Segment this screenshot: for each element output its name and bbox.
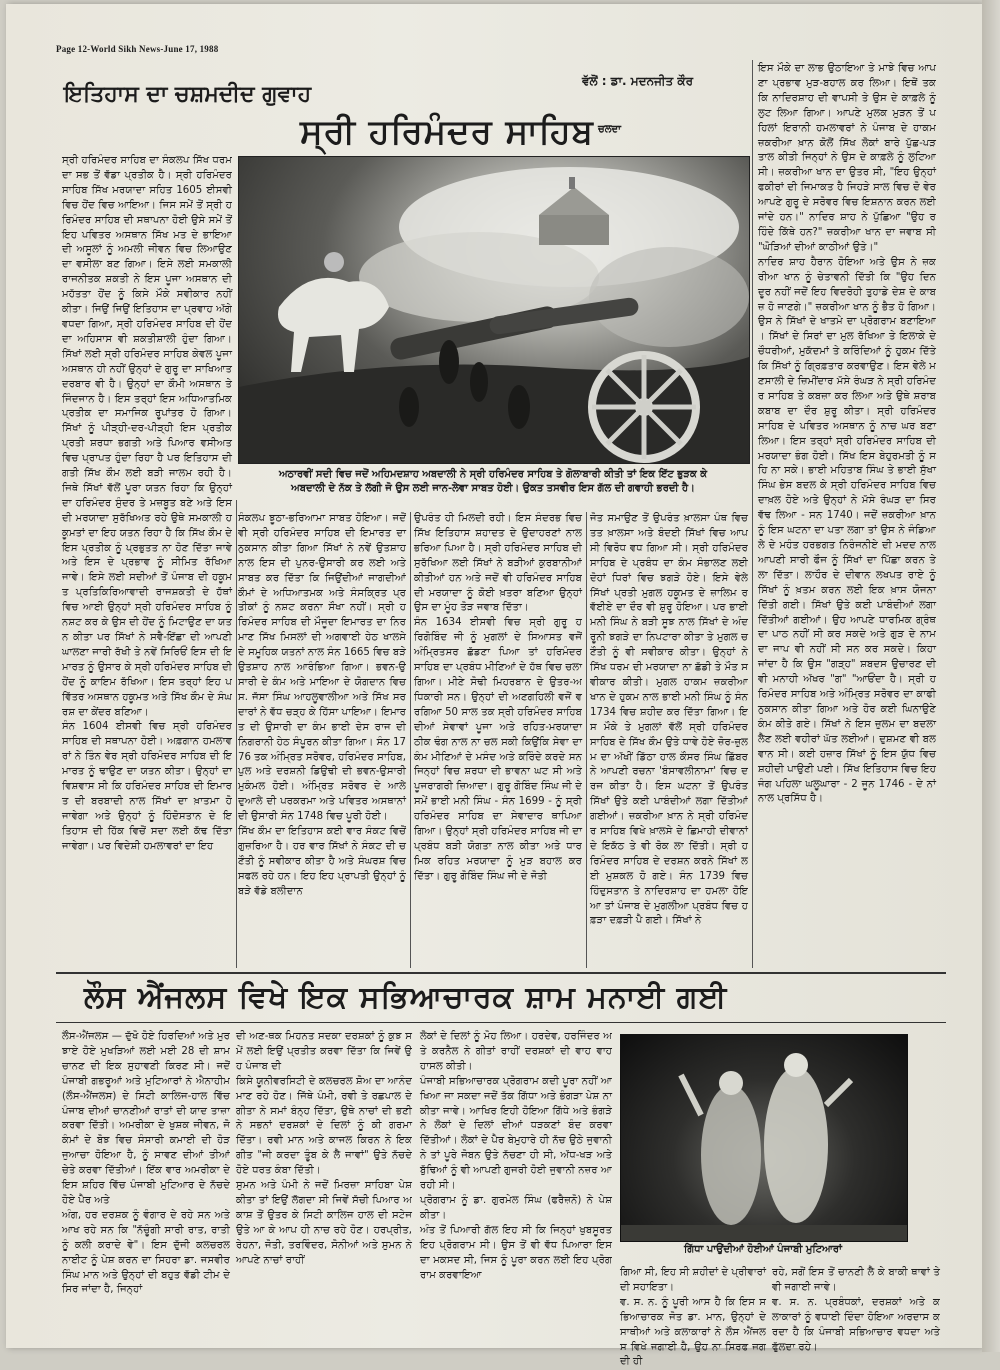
- section-divider: [56, 1022, 946, 1023]
- article-kicker: ਇਤਿਹਾਸ ਦਾ ਚਸ਼ਮਦੀਦ ਗੁਵਾਹ: [64, 82, 312, 107]
- column-rule: [752, 60, 753, 968]
- article1-column-3: ਉਪਰੰਤ ਹੀ ਮਿਲਦੀ ਰਹੀ। ਇਸ ਸੰਦਰਭ ਵਿਚ ਸਿੱਖ ਇਤਿਹਾਸ ਸ਼ਹਾਦਤ ਦੇ ਉਦਾਹਰਣਾਂ ਨਾਲ ਭਰਿਆ ਪਿਆ ਹੈ। ਸ੍ਰੀ ਹਰਿਮੰਦਰ ਸਾਹਿਬ ਦੀ ਸੁਰੱਖਿਆ ਲਈ ਸਿੱਖਾਂ ਨੇ ਬੜੀਆਂ ਕੁਰਬਾਨੀਆਂ ਕੀਤੀਆਂ ਹਨ ਅਤੇ ਜਦੋਂ ਵੀ ਹਰਿਮੰਦਰ ਸਾਹਿਬ ਦੀ ਮਰਯਾਦਾ ਨੂੰ ਕੋਈ ਖ਼ਤਰਾ ਬਣਿਆ ਉਨ੍ਹਾਂ ਉਸ ਦਾ ਮੂੰਹ ਤੋੜ ਜਵਾਬ ਦਿੱਤਾ। ਸੰਨ 1634 ਈਸਵੀ ਵਿਚ ਸ੍ਰੀ ਗੁਰੂ ਹਰਿਗੋਬਿੰਦ ਜੀ ਨੂੰ ਮੁਗਲਾਂ ਦੇ ਸਿਆਸਤ ਵਜੋਂ ਅੰਮ੍ਰਿਤਸਰ ਛੱਡਣਾ ਪਿਆ ਤਾਂ ਹਰਿਮੰਦਰ ਸਾਹਿਬ ਦਾ ਪ੍ਰਬੰਧ ਮੀਣਿਆਂ ਦੇ ਹੱਥ ਵਿਚ ਚਲਾ ਗਿਆ। ਮੀਣੇ ਸੋਢੀ ਮਿਹਰਬਾਨ ਦੇ ਉਤਰ-ਅਧਿਕਾਰੀ ਸਨ। ਉਨ੍ਹਾਂ ਦੀ ਅਣਗਹਿਲੀ ਵਜੋਂ ਵਰਗਿਆ 50 ਸਾਲ ਤਕ ਸ੍ਰੀ ਹਰਿਮੰਦਰ ਸਾਹਿਬ ਦੀਆਂ ਸੇਵਾਵਾਂ ਪੂਜਾ ਅਤੇ ਰਹਿਤ-ਮਰਯਾਦਾ ਠੀਕ ਢੰਗ ਨਾਲ ਨਾ ਚਲ ਸਕੀ ਕਿਉਂਕਿ ਸੇਵਾ ਦਾ ਕੰਮ ਮੀਣਿਆਂ ਦੇ ਮਸੰਦ ਅਤੇ ਕਰਿੰਦੇ ਕਰਦੇ ਸਨ ਜਿਨ੍ਹਾਂ ਵਿਚ ਸ਼ਰਧਾ ਦੀ ਭਾਵਨਾ ਘਟ ਸੀ ਅਤੇ ਪੂਜਰਾਗਰੀ ਜ਼ਿਆਦਾ। ਗੁਰੂ ਗੋਬਿੰਦ ਸਿੰਘ ਜੀ ਦੇ ਸਮੇਂ ਭਾਈ ਮਨੀ ਸਿੰਘ - ਸੰਨ 1699 - ਨੂੰ ਸ੍ਰੀ ਹਰਿਮੰਦਰ ਸਾਹਿਬ ਦਾ ਸੇਵਾਦਾਰ ਥਾਪਿਆ ਗਿਆ। ਉਨ੍ਹਾਂ ਸ੍ਰੀ ਹਰਿਮੰਦਰ ਸਾਹਿਬ ਜੀ ਦਾ ਪ੍ਰਬੰਧ ਬੜੀ ਯੋਗਤਾ ਨਾਲ ਕੀਤਾ ਅਤੇ ਧਾਰਮਿਕ ਰਹਿਤ ਮਰਯਾਦਾ ਨੂੰ ਮੁੜ ਬਹਾਲ ਕਰ ਦਿੱਤਾ। ਗੁਰੂ ਗੋਬਿੰਦ ਸਿੰਘ ਜੀ ਦੇ ਜੋਤੀ: [414, 513, 582, 882]
- article1-column-2: ਸੰਕਲਪ ਝੂਠਾ-ਭਰਿਆਮਾ ਸਾਬਤ ਹੋਇਆ। ਜਦੋਂ ਵੀ ਸ੍ਰੀ ਹਰਿਮੰਦਰ ਸਾਹਿਬ ਦੀ ਇਮਾਰਤ ਦਾ ਨੁਕਸਾਨ ਕੀਤਾ ਗਿਆ ਸਿੱਖਾਂ ਨੇ ਨਵੇਂ ਉਤਸ਼ਾਹ ਨਾਲ ਇਸ ਦੀ ਪੁਨਰ-ਉਸਾਰੀ ਕਰ ਲਈ ਅਤੇ ਸਾਬਤ ਕਰ ਦਿੱਤਾ ਕਿ ਜਿਉਂਦੀਆਂ ਜਾਗਦੀਆਂ ਕੌਮਾਂ ਦੇ ਅਧਿਆਤਮਕ ਅਤੇ ਸੰਸਕ੍ਰਿਤ ਪ੍ਰਤੀਕਾਂ ਨੂੰ ਨਸ਼ਟ ਕਰਨਾ ਸੌਖਾ ਨਹੀਂ। ਸ੍ਰੀ ਹਰਿਮੰਦਰ ਸਾਹਿਬ ਦੀ ਮੌਜੂਦਾ ਇਮਾਰਤ ਦਾ ਨਿਰਮਾਣ ਸਿੱਖ ਮਿਸਲਾਂ ਦੀ ਅਗਵਾਈ ਹੇਠ ਖਾਲਸੇ ਦੇ ਸਮੂਹਿਕ ਯਤਨਾਂ ਨਾਲ ਸੰਨ 1665 ਵਿਚ ਬੜੇ ਉਤਸ਼ਾਹ ਨਾਲ ਆਰੰਭਿਆ ਗਿਆ। ਭਵਨ-ਉਸਾਰੀ ਦੇ ਕੰਮ ਅਤੇ ਮਾਇਆ ਦੇ ਯੋਗਦਾਨ ਵਿਚ ਸ. ਜੱਸਾ ਸਿੰਘ ਆਹਲੂਵਾਲੀਆ ਅਤੇ ਸਿੱਖ ਸਰਦਾਰਾਂ ਨੇ ਵੱਧ ਚੜ੍ਹ ਕੇ ਹਿੱਸਾ ਪਾਇਆ। ਇਮਾਰਤ ਦੀ ਉਸਾਰੀ ਦਾ ਕੰਮ ਭਾਈ ਦੇਸ ਰਾਜ ਦੀ ਨਿਗਰਾਨੀ ਹੇਠ ਸੰਪੂਰਨ ਕੀਤਾ ਗਿਆ। ਸੰਨ 1776 ਤਕ ਅੰਮ੍ਰਿਤ ਸਰੋਵਰ, ਹਰਿਮੰਦਰ ਸਾਹਿਬ, ਪੁਲ ਅਤੇ ਦਰਸ਼ਨੀ ਡਿਉਢੀ ਦੀ ਭਵਨ-ਉਸਾਰੀ ਮੁਕੰਮਲ ਹੋਈ। ਅੰਮ੍ਰਿਤ ਸਰੋਵਰ ਦੇ ਆਲੇ ਦੁਆਲੇ ਦੀ ਪਰਕਰਮਾ ਅਤੇ ਪਵਿਤਰ ਅਸਥਾਨਾਂ ਦੀ ਉਸਾਰੀ ਸੰਨ 1748 ਵਿਚ ਪੂਰੀ ਹੋਈ। ਸਿੱਖ ਕੌਮ ਦਾ ਇਤਿਹਾਸ ਕਈ ਵਾਰ ਸੰਕਟ ਵਿਚੋਂ ਗੁਜ਼ਰਿਆ ਹੈ। ਹਰ ਵਾਰ ਸਿੱਖਾਂ ਨੇ ਸੰਕਟ ਦੀ ਚਣੌਤੀ ਨੂੰ ਸਵੀਕਾਰ ਕੀਤਾ ਹੈ ਅਤੇ ਸੰਘਰਸ਼ ਵਿਚ ਸਫਲ ਰਹੇ ਹਨ। ਇਹ ਇਹ ਪ੍ਰਾਪਤੀ ਉਨ੍ਹਾਂ ਨੂੰ ਬੜੇ ਵੱਡੇ ਬਲੀਦਾਨ: [238, 513, 406, 897]
- article2-column-4: ਗਿਆ ਸੀ, ਇਹ ਸੀ ਸ਼ਹੀਦਾਂ ਦੇ ਪ੍ਰੀਵਾਰਾਂ ਦੀ ਸਹਾਇਤਾ। ਵ. ਸ. ਨ. ਨੂੰ ਪੂਰੀ ਆਸ ਹੈ ਕਿ ਇਸ ਸਭਿਆਚਾਰਕ ਜੋਤ ਡਾ. ਮਾਨ, ਉਨ੍ਹਾਂ ਦੇ ਸਾਥੀਆਂ ਅਤੇ ਕਲਾਕਾਰਾਂ ਨੇ ਲੌਸ ਐਂਜਲਸ ਵਿਖੇ ਜਗਾਈ ਹੈ, ਉਹ ਨਾ ਸਿਰਫ ਜਗਦੀ ਹੀ: [620, 1267, 766, 1368]
- dance-photo-art: [621, 1035, 907, 1241]
- article2-column-5: ਰਹੇ, ਸਗੋਂ ਇਸ ਤੋਂ ਚਾਨਣੀ ਲੈ ਕੇ ਬਾਕੀ ਥਾਵਾਂ ਤੇ ਵੀ ਜਗਾਈ ਜਾਵੇ। ਵ. ਸ. ਨ. ਪ੍ਰਬੰਧਕਾਂ, ਦਰਸ਼ਕਾਂ ਅਤੇ ਕਲਾਕਾਰਾਂ ਨੂੰ ਵਧਾਈ ਦਿੰਦਾ ਹੋਇਆ ਅਰਦਾਸ ਕਰਦਾ ਹੈ ਕਿ ਪੰਜਾਬੀ ਸਭਿਆਚਾਰ ਵਧਦਾ ਅਤੇ ਫੁੱਲਦਾ ਰਹੇ।: [772, 1267, 940, 1353]
- article-headline: ਸ੍ਰੀ ਹਰਿਮੰਦਰ ਸਾਹਿਬ: [300, 112, 594, 152]
- article2-headline: ਲੌਸ ਐਂਜਲਸ ਵਿਖੇ ਇਕ ਸਭਿਆਚਾਰਕ ਸ਼ਾਮ ਮਨਾਈ ਗਈ: [84, 980, 728, 1015]
- page-edge: [982, 0, 1000, 1352]
- column-rule: [586, 512, 587, 968]
- illustration-caption: ਅਠਾਰਵੀਂ ਸਦੀ ਵਿਚ ਜਦੋਂ ਅਹਿਮਦਸ਼ਾਹ ਅਬਦਾਲੀ ਨੇ ਸ੍ਰੀ ਹਰਿਮੰਦਰ ਸਾਹਿਬ ਤੇ ਗੋਲਾਬਾਰੀ ਕੀਤੀ ਤਾਂ ਇਕ ਇੱਟ ਭੁੜਕ ਕੇ ਅਬਦਾਲੀ ਦੇ ਨੱਕ ਤੇ ਲੱਗੀ ਜੋ ਉਸ ਲਈ ਜਾਨ-ਲੇਵਾ ਸਾਬਤ ਹੋਈ। ਉਕਤ ਤਸਵੀਰ ਇਸ ਗੱਲ ਦੀ ਗਵਾਹੀ ਭਰਦੀ ਹੈ।: [278, 469, 708, 494]
- article1-column-4: ਜੋਤ ਸਮਾਉਣ ਤੋਂ ਉਪਰੰਤ ਖ਼ਾਲਸਾ ਪੰਥ ਵਿਚ ਤਤ ਖ਼ਾਲਸਾ ਅਤੇ ਬੰਦਈ ਸਿੱਖਾਂ ਵਿਚ ਆਪਸੀ ਵਿਰੋਧ ਵਧ ਗਿਆ ਸੀ। ਸ੍ਰੀ ਹਰਿਮੰਦਰ ਸਾਹਿਬ ਦੇ ਪ੍ਰਬੰਧ ਦਾ ਕੰਮ ਸੰਭਾਲਣ ਲਈ ਦੋਹਾਂ ਧਿਰਾਂ ਵਿਚ ਝਗੜੇ ਹੋਏ। ਇਸੇ ਵੇਲੇ ਸਿੱਖਾਂ ਪ੍ਰਤੀ ਮੁਗਲ ਹਕੂਮਤ ਦੇ ਜ਼ਾਲਿਮ ਰਵੱਈਏ ਦਾ ਦੌਰ ਵੀ ਸ਼ੁਰੂ ਹੋਇਆ। ਪਰ ਭਾਈ ਮਨੀ ਸਿੰਘ ਨੇ ਬੜੀ ਸੂਝ ਨਾਲ ਸਿੱਖਾਂ ਦੇ ਅੰਦਰੂਨੀ ਝਗੜੇ ਦਾ ਨਿਪਟਾਰਾ ਕੀਤਾ ਤੇ ਮੁਗਲ ਚਣੌਤੀ ਨੂੰ ਵੀ ਸਵੀਕਾਰ ਕੀਤਾ। ਉਨ੍ਹਾਂ ਨੇ ਸਿੱਖ ਧਰਮ ਦੀ ਮਰਯਾਦਾ ਨਾ ਛੱਡੀ ਤੇ ਮੌਤ ਸਵੀਕਾਰ ਕੀਤੀ। ਮੁਗਲ ਹਾਕਮ ਜ਼ਕਰੀਆ ਖਾਨ ਦੇ ਹੁਕਮ ਨਾਲ ਭਾਈ ਮਨੀ ਸਿੰਘ ਨੂੰ ਸੰਨ 1734 ਵਿਚ ਸ਼ਹੀਦ ਕਰ ਦਿੱਤਾ ਗਿਆ। ਇਸ ਮੌਕੇ ਤੇ ਮੁਗਲਾਂ ਵੱਲੋਂ ਸ੍ਰੀ ਹਰਿਮੰਦਰ ਸਾਹਿਬ ਦੇ ਸਿੱਖ ਕੌਮ ਉਤੇ ਧਾਵੇ ਹੋਏ ਜ਼ੋਰ-ਜ਼ੁਲਮ ਦਾ ਅੱਖੀਂ ਡਿੱਠਾ ਹਾਲ ਕੌਸਰ ਸਿੰਘ ਛਿੱਬਰ ਨੇ ਆਪਣੀ ਰਚਨਾ 'ਬੰਸਾਵਲੀਨਾਮਾ' ਵਿਚ ਦਰਜ ਕੀਤਾ ਹੈ। ਇਸ ਘਟਨਾ ਤੋਂ ਉਪਰੰਤ ਸਿੱਖਾਂ ਉਤੇ ਕਈ ਪਾਬੰਦੀਆਂ ਲਗਾ ਦਿੱਤੀਆਂ ਗਈਆਂ। ਜ਼ਕਰੀਆ ਖ਼ਾਨ ਨੇ ਸ੍ਰੀ ਹਰਿਮੰਦਰ ਸਾਹਿਬ ਵਿਖੇ ਖ਼ਾਲਸੇ ਦੇ ਛਿਮਾਹੀ ਦੀਵਾਨਾਂ ਦੇ ਇਕੱਠ ਤੇ ਵੀ ਰੋਕ ਲਾ ਦਿੱਤੀ। ਸ੍ਰੀ ਹਰਿਮੰਦਰ ਸਾਹਿਬ ਦੇ ਦਰਸ਼ਨ ਕਰਨੇ ਸਿੱਖਾਂ ਲਈ ਮੁਸ਼ਕਲ ਹੋ ਗਏ। ਸੰਨ 1739 ਵਿਚ ਹਿੰਦੁਸਤਾਨ ਤੇ ਨਾਦਿਰਸ਼ਾਹ ਦਾ ਹਮਲਾ ਹੋਇਆ ਤਾਂ ਪੰਜਾਬ ਦੇ ਮੁਗਲੀਆ ਪ੍ਰਬੰਧ ਵਿਚ ਹਫ਼ੜਾ ਦਫ਼ੜੀ ਪੈ ਗਈ। ਸਿੱਖਾਂ ਨੇ: [590, 513, 748, 927]
- battle-illustration: [238, 156, 750, 464]
- article1-column-1: ਸ੍ਰੀ ਹਰਿਮੰਦਰ ਸਾਹਿਬ ਦਾ ਸੰਕਲਪ ਸਿੱਖ ਧਰਮ ਦਾ ਸਭ ਤੋਂ ਵੱਡਾ ਪ੍ਰਤੀਕ ਹੈ। ਸ੍ਰੀ ਹਰਿਮੰਦਰ ਸਾਹਿਬ ਸਿੱਖ ਮਰਯਾਦਾ ਸਹਿਤ 1605 ਈਸਵੀ ਵਿਚ ਹੋਂਦ ਵਿਚ ਆਇਆ। ਜਿਸ ਸਮੇਂ ਤੋਂ ਸ੍ਰੀ ਹਰਿਮੰਦਰ ਸਾਹਿਬ ਦੀ ਸਥਾਪਨਾ ਹੋਈ ਉਸੇ ਸਮੇਂ ਤੋਂ ਇਹ ਪਵਿਤਰ ਅਸਥਾਨ ਸਿੱਖ ਮਤ ਦੇ ਭਾਇਆਦੀ ਅਸੂਲਾਂ ਨੂੰ ਅਮਲੀ ਜੀਵਨ ਵਿਚ ਲਿਆਉਣ ਦਾ ਵਸੀਲਾ ਬਣ ਗਿਆ। ਇਸੇ ਲਈ ਸਮਕਾਲੀ ਰਾਜਨੀਤਕ ਸ਼ਕਤੀ ਨੇ ਇਸ ਪੂਜਾ ਅਸਥਾਨ ਦੀ ਮਹੱਤਤਾ ਹੋਂਦ ਨੂੰ ਕਿਸੇ ਮੌਕੇ ਸਵੀਕਾਰ ਨਹੀਂ ਕੀਤਾ। ਜਿਉਂ ਜਿਉਂ ਇਤਿਹਾਸ ਦਾ ਪ੍ਰਵਾਹ ਅੱਗੇ ਵਧਦਾ ਗਿਆ, ਸ੍ਰੀ ਹਰਿਮੰਦਰ ਸਾਹਿਬ ਦੀ ਹੋਂਦ ਦਾ ਅਹਿਸਾਸ ਵੀ ਸ਼ਕਤੀਸ਼ਾਲੀ ਹੁੰਦਾ ਗਿਆ। ਸਿੱਖਾਂ ਲਈ ਸ੍ਰੀ ਹਰਿਮੰਦਰ ਸਾਹਿਬ ਕੇਵਲ ਪੂਜਾ ਅਸਥਾਨ ਹੀ ਨਹੀਂ ਉਨ੍ਹਾਂ ਦੇ ਗੁਰੂ ਦਾ ਸਾਖਿਆਤ ਦਰਬਾਰ ਵੀ ਹੈ। ਉਨ੍ਹਾਂ ਦਾ ਕੌਮੀ ਅਸਥਾਨ ਤੇ ਜਿੰਦਜਾਨ ਹੈ। ਇਸ ਤਰ੍ਹਾਂ ਇਸ ਅਧਿਆਤਮਿਕ ਪ੍ਰਤੀਕ ਦਾ ਸਮਾਜਿਕ ਰੂਪਾਂਤਰ ਹੋ ਗਿਆ। ਸਿੱਖਾਂ ਨੂੰ ਪੀੜ੍ਹੀ-ਦਰ-ਪੀੜ੍ਹੀ ਇਸ ਪ੍ਰਤੀਕ ਪ੍ਰਤੀ ਸ਼ਰਧਾ ਭਗਤੀ ਅਤੇ ਪਿਆਰ ਵਸੀਅਤ ਵਿਚ ਪ੍ਰਾਪਤ ਹੁੰਦਾ ਰਿਹਾ ਹੈ ਪਰ ਇਤਿਹਾਸ ਦੀ ਗਤੀ ਸਿੱਖ ਕੌਮ ਲਈ ਬੜੀ ਜਾਲਮ ਰਹੀ ਹੈ। ਜਿਥੇ ਸਿੱਖਾਂ ਵੱਲੋਂ ਪੂਰਾ ਯਤਨ ਰਿਹਾ ਕਿ ਉਨ੍ਹਾਂ ਦਾ ਹਰਿਮੰਦਰ ਸੁੰਦਰ ਤੇ ਮਜ਼ਬੂਤ ਬਣੇ ਅਤੇ ਇਸ ਦੀ ਮਰਯਾਦਾ ਸੁਰੱਖਿਅਤ ਰਹੇ ਉਥੇ ਸਮਕਾਲੀ ਹਕੂਮਤਾਂ ਦਾ ਇਹ ਯਤਨ ਰਿਹਾ ਹੈ ਕਿ ਸਿੱਖ ਕੌਮ ਦੇ ਇਸ ਪ੍ਰਤੀਕ ਨੂੰ ਪ੍ਰਭੁਤਤ ਨਾ ਹੋਣ ਦਿੱਤਾ ਜਾਵੇ ਅਤੇ ਇਸ ਦੇ ਪ੍ਰਭਾਵ ਨੂੰ ਸੀਮਿਤ ਰੱਖਿਆ ਜਾਵੇ। ਇਸੇ ਲਈ ਸਦੀਆਂ ਤੋਂ ਪੰਜਾਬ ਦੀ ਹਕੂਮਤ ਪ੍ਰਤਿਕਿਰਿਆਵਾਦੀ ਰਾਜਸ਼ਕਤੀ ਦੇ ਹੱਥਾਂ ਵਿਚ ਆਈ ਉਨ੍ਹਾਂ ਸ੍ਰੀ ਹਰਿਮੰਦਰ ਸਾਹਿਬ ਨੂੰ ਨਸ਼ਟ ਕਰ ਕੇ ਉਸ ਦੀ ਹੋਂਦ ਨੂੰ ਮਿਟਾਉਣ ਦਾ ਯਤਨ ਕੀਤਾ ਪਰ ਸਿੱਖਾਂ ਨੇ ਸਵੈ-ਇੱਛਾ ਦੀ ਆਪਣੀ ਘਾਲਣਾ ਜਾਰੀ ਰੱਖੀ ਤੇ ਨਵੇਂ ਸਿਰਿਓਂ ਇਸ ਦੀ ਇਮਾਰਤ ਨੂੰ ਉਸਾਰ ਕੇ ਸ੍ਰੀ ਹਰਿਮੰਦਰ ਸਾਹਿਬ ਦੀ ਹੋਂਦ ਨੂੰ ਕਾਇਮ ਰੱਖਿਆ। ਇਸ ਤਰ੍ਹਾਂ ਇਹ ਪਵਿੱਤਰ ਅਸਥਾਨ ਹਕੂਮਤ ਅਤੇ ਸਿੱਖ ਕੌਮ ਦੇ ਸੰਘਰਸ਼ ਦਾ ਕੇਂਦਰ ਬਣਿਆ। ਸੰਨ 1604 ਈਸਵੀ ਵਿਚ ਸ੍ਰੀ ਹਰਿਮੰਦਰ ਸਾਹਿਬ ਦੀ ਸਥਾਪਨਾ ਹੋਈ। ਅਫ਼ਗਾਨ ਹਮਲਾਵਰਾਂ ਨੇ ਤਿੰਨ ਵੇਰ ਸ੍ਰੀ ਹਰਿਮੰਦਰ ਸਾਹਿਬ ਦੀ ਇਮਾਰਤ ਨੂੰ ਢਾਉਣ ਦਾ ਯਤਨ ਕੀਤਾ। ਉਨ੍ਹਾਂ ਦਾ ਵਿਸ਼ਵਾਸ ਸੀ ਕਿ ਹਰਿਮੰਦਰ ਸਾਹਿਬ ਦੀ ਇਮਾਰਤ ਦੀ ਬਰਬਾਦੀ ਨਾਲ ਸਿੱਖਾਂ ਦਾ ਖ਼ਾਤਮਾ ਹੋ ਜਾਵੇਗਾ ਅਤੇ ਉਨ੍ਹਾਂ ਨੂੰ ਹਿੰਦੋਸਤਾਨ ਦੇ ਇਤਿਹਾਸ ਦੀ ਹਿੱਕ ਵਿਚੋਂ ਸਦਾ ਲਈ ਕੱਢ ਦਿੱਤਾ ਜਾਵੇਗਾ। ਪਰ ਵਿਦੇਸ਼ੀ ਹਮਲਾਵਰਾਂ ਦਾ ਇਹ: [62, 155, 232, 852]
- section-divider: [56, 972, 946, 974]
- continued-label: ਚਲਦਾ: [598, 124, 621, 135]
- article-byline: ਵੱਲੋਂ : ਡਾ. ਮਦਨਜੀਤ ਕੌਰ: [582, 74, 694, 88]
- column-rule: [410, 512, 411, 968]
- article2-column-3: ਲੋਕਾਂ ਦੇ ਦਿਲਾਂ ਨੂੰ ਮੋਹ ਲਿਆ। ਹਰਦੇਵ, ਹਰਜਿੰਦਰ ਅਤੇ ਕਰਨੈਲ ਨੇ ਗੀਤਾਂ ਰਾਹੀਂ ਦਰਸ਼ਕਾਂ ਦੀ ਵਾਹ ਵਾਹ ਹਾਸਲ ਕੀਤੀ। ਪੰਜਾਬੀ ਸਭਿਆਚਾਰਕ ਪ੍ਰੋਗਰਾਮ ਕਦੀ ਪੂਰਾ ਨਹੀਂ ਆਖਿਆ ਜਾ ਸਕਦਾ ਜਦੋਂ ਤੱਕ ਗਿੱਧਾ ਅਤੇ ਭੰਗੜਾ ਪੇਸ਼ ਨਾ ਕੀਤਾ ਜਾਵੇ। ਆਖਿਰ ਇਹੀ ਹੋਇਆ ਗਿੱਧੇ ਅਤੇ ਭੰਗੜੇ ਨੇ ਲੋਕਾਂ ਦੇ ਦਿਲਾਂ ਦੀਆਂ ਧੜਕਣਾਂ ਬੰਦ ਕਰਵਾ ਦਿੱਤੀਆਂ। ਲੋਕਾਂ ਦੇ ਪੈਰ ਬੇਮੁਹਾਰੇ ਹੀ ਨੱਚ ਉਠੇ ਜੁਵਾਨੀ ਨੇ ਤਾਂ ਪੂਰੇ ਜੋਬਨ ਉਤੇ ਨੱਚਣਾ ਹੀ ਸੀ, ਅੱਧ-ਖੜ ਅਤੇ ਬੁੱਢਿਆਂ ਨੂੰ ਵੀ ਆਪਣੀ ਗੁਜਰੀ ਹੋਈ ਜੁਵਾਨੀ ਨਜ਼ਰ ਆ ਰਹੀ ਸੀ। ਪ੍ਰੋਗਰਾਮ ਨੂੰ ਡਾ. ਗੁਰਮੇਲ ਸਿੰਘ (ਫਰੈਜ਼ਨੋ) ਨੇ ਪੇਸ਼ ਕੀਤਾ। ਅੰਤ ਤੋਂ ਪਿਆਰੀ ਗੱਲ ਇਹ ਸੀ ਕਿ ਜਿਨ੍ਹਾਂ ਖੁਬਸੂਰਤ ਇਹ ਪ੍ਰੋਗਰਾਮ ਸੀ। ਉਸ ਤੋਂ ਵੀ ਵੱਧ ਪਿਆਰਾ ਇਸ ਦਾ ਮਕਸਦ ਸੀ, ਜਿਸ ਨੂੰ ਪੂਰਾ ਕਰਨ ਲਈ ਇਹ ਪ੍ਰੋਗਰਾਮ ਕਰਵਾਇਆ: [420, 1031, 612, 1281]
- article1-column-5: ਇਸ ਮੌਕੇ ਦਾ ਲਾਭ ਉਠਾਇਆ ਤੇ ਮਾਝੇ ਵਿਚ ਆਪਣਾ ਪ੍ਰਭਾਵ ਮੁੜ-ਬਹਾਲ ਕਰ ਲਿਆ। ਇਥੋਂ ਤਕ ਕਿ ਨਾਦਿਰਸ਼ਾਹ ਦੀ ਵਾਪਸੀ ਤੇ ਉਸ ਦੇ ਕਾਫ਼ਲੇ ਨੂੰ ਲੁਟ ਲਿਆ ਗਿਆ। ਆਪਣੇ ਮੁਲਕ ਮੁੜਨ ਤੋਂ ਪਹਿਲਾਂ ਇਰਾਨੀ ਹਮਲਾਵਰਾਂ ਨੇ ਪੰਜਾਬ ਦੇ ਹਾਕਮ ਜ਼ਕਰੀਆ ਖ਼ਾਨ ਕੋਲੋਂ ਸਿੱਖ ਲੋਕਾਂ ਬਾਰੇ ਪੁੱਛ-ਪੜਤਾਲ ਕੀਤੀ ਜਿਨ੍ਹਾਂ ਨੇ ਉਸ ਦੇ ਕਾਫ਼ਲੇ ਨੂੰ ਲੁਟਿਆ ਸੀ। ਜ਼ਕਰੀਆ ਖਾਨ ਦਾ ਉਤਰ ਸੀ, "ਇਹ ਉਨ੍ਹਾਂ ਫਕੀਰਾਂ ਦੀ ਜਿਮਾਕਤ ਹੈ ਜਿਹੜੇ ਸਾਲ ਵਿਚ ਦੋ ਵੇਰ ਆਪਣੇ ਗੁਰੂ ਦੇ ਸਰੋਵਰ ਵਿਚ ਇਸ਼ਨਾਨ ਕਰਨ ਲਈ ਜਾਂਦੇ ਹਨ।" ਨਾਦਿਰ ਸ਼ਾਹ ਨੇ ਪੁੱਛਿਆ "ਉਹ ਰਹਿੰਦੇ ਕਿੱਥੇ ਹਨ?" ਜ਼ਕਰੀਆ ਖਾਨ ਦਾ ਜਵਾਬ ਸੀ "ਘੋੜਿਆਂ ਦੀਆਂ ਕਾਠੀਆਂ ਉਤੇ।" ਨਾਦਿਰ ਸ਼ਾਹ ਹੈਰਾਨ ਹੋਇਆ ਅਤੇ ਉਸ ਨੇ ਜ਼ਕਰੀਆ ਖਾਨ ਨੂੰ ਚੇਤਾਵਨੀ ਦਿੱਤੀ ਕਿ "ਉਹ ਦਿਨ ਦੂਰ ਨਹੀਂ ਜਦੋਂ ਇਹ ਵਿਦਰੋਹੀ ਤੁਹਾਡੇ ਦੇਸ਼ ਦੇ ਕਾਬਜ਼ ਹੋ ਜਾਣਗੇ।" ਜ਼ਕਰੀਆ ਖਾਨ ਨੂੰ ਭੈਤ ਹੋ ਗਿਆ। ਉਸ ਨੇ ਸਿੱਖਾਂ ਦੇ ਖਾਤਮੇ ਦਾ ਪ੍ਰੋਗਰਾਮ ਬਣਾਇਆ। ਸਿੱਖਾਂ ਦੇ ਸਿਰਾਂ ਦਾ ਮੁਲ ਰੱਖਿਆ ਤੇ ਇਲਾਕੇ ਦੇ ਚੌਧਰੀਆਂ, ਮੁਕੱਦਮਾਂ ਤੇ ਕਰਿੰਦਿਆਂ ਨੂੰ ਹੁਕਮ ਦਿੱਤੇ ਕਿ ਸਿੱਖਾਂ ਨੂੰ ਗ੍ਰਿਫ਼ਤਾਰ ਕਰਵਾਉਣ। ਇਸ ਵੇਲੇ ਮਣਸਾਲੀ ਦੇ ਜ਼ਿਮੀਂਦਾਰ ਮੱਸੇ ਰੰਘੜ ਨੇ ਸ੍ਰੀ ਹਰਿਮੰਦਰ ਸਾਹਿਬ ਤੇ ਕਬਜ਼ਾ ਕਰ ਲਿਆ ਅਤੇ ਉਥੇ ਸ਼ਰਾਬ ਕਬਾਬ ਦਾ ਦੌਰ ਸ਼ੁਰੂ ਕੀਤਾ। ਸ੍ਰੀ ਹਰਿਮੰਦਰ ਸਾਹਿਬ ਦੇ ਪਵਿਤਰ ਅਸਥਾਨ ਨੂੰ ਨਾਚ ਘਰ ਬਣਾ ਲਿਆ। ਇਸ ਤਰ੍ਹਾਂ ਸ੍ਰੀ ਹਰਿਮੰਦਰ ਸਾਹਿਬ ਦੀ ਮਰਯਾਦਾ ਭੰਗ ਹੋਈ। ਸਿੱਖ ਇਸ ਬੇਹੁਰਮਤੀ ਨੂੰ ਸਹਿ ਨਾ ਸਕੇ। ਭਾਈ ਮਹਿਤਾਬ ਸਿੰਘ ਤੇ ਭਾਈ ਸੁੱਖਾ ਸਿੰਘ ਭੇਸ ਬਦਲ ਕੇ ਸ੍ਰੀ ਹਰਿਮੰਦਰ ਸਾਹਿਬ ਵਿਚ ਦਾਖ਼ਲ ਹੋਏ ਅਤੇ ਉਨ੍ਹਾਂ ਨੇ ਮੱਸੇ ਰੰਘੜ ਦਾ ਸਿਰ ਵੱਢ ਲਿਆ - ਸਨ 1740। ਜਦੋਂ ਜ਼ਕਰੀਆ ਖ਼ਾਨ ਨੂੰ ਇਸ ਘਟਨਾ ਦਾ ਪਤਾ ਲਗਾ ਤਾਂ ਉਸ ਨੇ ਜੰਡਿਆਲੇ ਦੇ ਮਹੰਤ ਹਰਭਗਤ ਨਿਰੰਜਨੀਏ ਦੀ ਮਦਦ ਨਾਲ ਆਪਣੀ ਸਾਰੀ ਫੌਜ ਨੂੰ ਸਿੱਖਾਂ ਦਾ ਪਿੱਛਾ ਕਰਨ ਤੇ ਲਾ ਦਿੱਤਾ। ਲਾਹੌਰ ਦੇ ਦੀਵਾਨ ਲਖਪਤ ਰਾਏ ਨੂੰ ਸਿੱਖਾਂ ਨੂੰ ਖ਼ਤਮ ਕਰਨ ਲਈ ਇਕ ਖ਼ਾਸ ਯੋਜਨਾ ਦਿੱਤੀ ਗਈ। ਸਿੱਖਾਂ ਉਤੇ ਕਈ ਪਾਬੰਦੀਆਂ ਲਗਾ ਦਿੱਤੀਆਂ ਗਈਆਂ। ਉਹ ਆਪਣੇ ਧਾਰਮਿਕ ਗ੍ਰੰਥ ਦਾ ਪਾਠ ਨਹੀਂ ਸੀ ਕਰ ਸਕਦੇ ਅਤੇ ਗੁੜ ਦੇ ਨਾਮ ਦਾ ਜਾਪ ਵੀ ਨਹੀਂ ਸੀ ਸਨ ਕਰ ਸਕਦੇ। ਕਿਹਾ ਜਾਂਦਾ ਹੈ ਕਿ ਉਸ "ਗੜ੍ਹ" ਸ਼ਬਦਸ ਉਚਾਰਣ ਦੀ ਵੀ ਮਨਾਹੀ ਅੱਖਰ "ਗ" "ਆਓਂਦਾ ਹੈ। ਸ੍ਰੀ ਹਰਿਮੰਦਰ ਸਾਹਿਬ ਅਤੇ ਅੰਮ੍ਰਿਤ ਸਰੋਵਰ ਦਾ ਕਾਫੀ ਨੁਕਸਾਨ ਕੀਤਾ ਗਿਆ ਅਤੇ ਹੋਰ ਕਈ ਘਿਨਾਉਣੇ ਕੰਮ ਕੀਤੇ ਗਏ। ਸਿੱਖਾਂ ਨੇ ਇਸ ਜ਼ੁਲਮ ਦਾ ਬਦਲਾ ਲੈਣ ਲਈ ਵਹੀਰਾਂ ਘੱਤ ਲਈਆਂ। ਦੁਸ਼ਮਣ ਵੀ ਬਲਵਾਨ ਸੀ। ਕਈ ਹਜ਼ਾਰ ਸਿੱਖਾਂ ਨੂੰ ਇਸ ਯੁੱਧ ਵਿਚ ਸ਼ਹੀਦੀ ਪਾਉਣੀ ਪਈ। ਸਿੱਖ ਇਤਿਹਾਸ ਵਿਚ ਇਹ ਜੰਗ ਪਹਿਲਾ ਘਲੂਘਾਰਾ - 2 ਜੂਨ 1746 - ਦੇ ਨਾਂ ਨਾਲ ਪ੍ਰਸਿੱਧ ਹੈ।: [758, 63, 936, 805]
- dance-photo: [620, 1034, 908, 1242]
- article2-column-1: ਲੌਸ-ਐਂਜਲਸ — ਦੁੱਖੋ ਹੋਏ ਹਿਰਦਿਆਂ ਅਤੇ ਮੁਰਝਾਏ ਹੋਏ ਮੁਖੜਿਆਂ ਲਈ ਮਈ 28 ਦੀ ਸ਼ਾਮ ਚਾਨਣ ਦੀ ਇਕ ਸੁਹਾਵਣੀ ਕਿਰਣ ਸੀ। ਜਦੋਂ ਪੰਜਾਬੀ ਗਭਰੂਆਂ ਅਤੇ ਮੁਟਿਆਰਾਂ ਨੇ ਐਨਾਹੀਮ (ਲੌਸ-ਐਂਜਲਸ) ਦੇ ਸਿਟੀ ਕਾਲਿਜ-ਹਾਲ ਵਿੱਚ ਪੰਜਾਬ ਦੀਆਂ ਚਾਨਣੀਆਂ ਰਾਤਾਂ ਦੀ ਯਾਦ ਤਾਜ਼ਾ ਕਰਵਾ ਦਿੱਤੀ। ਅਮਰੀਕਾ ਦੇ ਖੁਸ਼ਕ ਜੀਵਨ, ਜੋ ਕੰਮਾਂ ਦੇ ਬੋਝ ਵਿਚ ਸੰਸਾਰੀ ਕਮਾਈ ਦੀ ਹੋੜ ਜੁਆਚਾ ਹੋਇਆ ਹੈ, ਨੂੰ ਸਾਵਣ ਦੀਆਂ ਤੀਆਂ ਚੇਤੇ ਕਰਵਾ ਦਿੱਤੀਆਂ। ਇੱਕ ਵਾਰ ਅਮਰੀਕਾ ਦੇ ਇਸ ਸ਼ਹਿਰ ਵਿੱਚ ਪੰਜਾਬੀ ਮੁਟਿਆਰ ਦੇ ਨੱਚਦੇ ਹੋਏ ਪੈਰ ਅਤੇ ਅੰਗ, ਹਰ ਦਰਸ਼ਕ ਨੂੰ ਵੰਗਾਰ ਦੇ ਰਹੇ ਸਨ ਅਤੇ ਆਖ ਰਹੇ ਸਨ ਕਿ "ਨੱਚੂੰਗੀ ਸਾਰੀ ਰਾਤ, ਰਾਤੀ ਨੂੰ ਕਲੀ ਕਰਾਦੇ ਵੇ"। ਇਸ ਦੁੱਜੀ ਕਲਚਰਲ ਨਾਈਟ ਨੂੰ ਪੇਸ਼ ਕਰਨ ਦਾ ਸਿਹਰਾ ਡਾ. ਜਸਵੀਰ ਸਿੰਘ ਮਾਨ ਅਤੇ ਉਨ੍ਹਾਂ ਦੀ ਬਹੁਤ ਵੱਡੀ ਟੀਮ ਦੇ ਸਿਰ ਜਾਂਦਾ ਹੈ, ਜਿਨ੍ਹਾਂ: [62, 1031, 230, 1296]
- page-folio: Page 12-World Sikh News-June 17, 1988: [56, 44, 219, 54]
- article2-column-2: ਦੀ ਅਣ-ਥਕ ਮਿਹਨਤ ਸਦਕਾ ਦਰਸ਼ਕਾਂ ਨੂੰ ਕੁਝ ਸਮੇਂ ਲਈ ਇਉਂ ਪ੍ਰਤੀਤ ਕਰਵਾ ਦਿੱਤਾ ਕਿ ਜਿਵੇਂ ਉਹ ਪੰਜਾਬ ਦੀ ਕਿਸੇ ਯੂਨੀਵਰਸਿਟੀ ਦੇ ਕਲਚਰਲ ਸ਼ੋਅ ਦਾ ਆਨੰਦ ਮਾਣ ਰਹੇ ਹੋਣ। ਜਿੱਥੇ ਪੰਮੀ, ਰਵੀ ਤੇ ਰਛਪਾਲ ਦੇ ਗੀਤਾ ਨੇ ਸਮਾਂ ਬੰਨ੍ਹ ਦਿੱਤਾ, ਉਥੇ ਨਾਚਾਂ ਦੀ ਭਣੀ ਨੇ ਸਭਨਾਂ ਦਰਸ਼ਕਾਂ ਦੇ ਦਿਲਾਂ ਨੂੰ ਕੀ ਗਰਮਾ ਦਿੱਤਾ। ਰਵੀ ਮਾਨ ਅਤੇ ਕਾਜਲ ਕਿਰਨ ਨੇ ਇਕ ਗੀਤ "ਜੀ ਕਰਦਾ ਤੂੰਬ ਕੇ ਲੈ ਜਾਵਾਂ" ਉਤੇ ਨੱਚਦੇ ਹੋਏ ਧਰਤ ਕੰਬਾ ਦਿੱਤੀ। ਸੁਮਨ ਅਤੇ ਪੰਮੀ ਨੇ ਜਦੋਂ ਮਿਰਜ਼ਾ ਸਾਹਿਬਾ ਪੇਸ਼ ਕੀਤਾ ਤਾਂ ਇਉਂ ਲੱਗਦਾ ਸੀ ਜਿਵੇਂ ਸੱਚੀ ਪਿਆਰ ਅਕਾਸ਼ ਤੋਂ ਉਤਰ ਕੇ ਸਿਟੀ ਕਾਲਿਜ ਹਾਲ ਦੀ ਸਟੇਜ ਉਤੇ ਆ ਕੇ ਆਪ ਹੀ ਨਾਚ ਰਹੇ ਹੋਣ। ਹਰਪ੍ਰੀਤ, ਰੇਹਨਾ, ਜੋਤੀ, ਤਰਵਿੰਦਰ, ਸੋਨੀਆਂ ਅਤੇ ਸੁਮਨ ਨੇ ਆਪਣੇ ਨਾਚਾਂ ਰਾਹੀਂ: [236, 1031, 412, 1266]
- column-rule: [236, 500, 237, 968]
- battle-illustration-art: [239, 157, 749, 463]
- dance-photo-caption: ਗਿੱਧਾ ਪਾਉਂਦੀਆਂ ਹੋਈਆਂ ਪੰਜਾਬੀ ਮੁਟਿਆਰਾਂ: [684, 1244, 842, 1255]
